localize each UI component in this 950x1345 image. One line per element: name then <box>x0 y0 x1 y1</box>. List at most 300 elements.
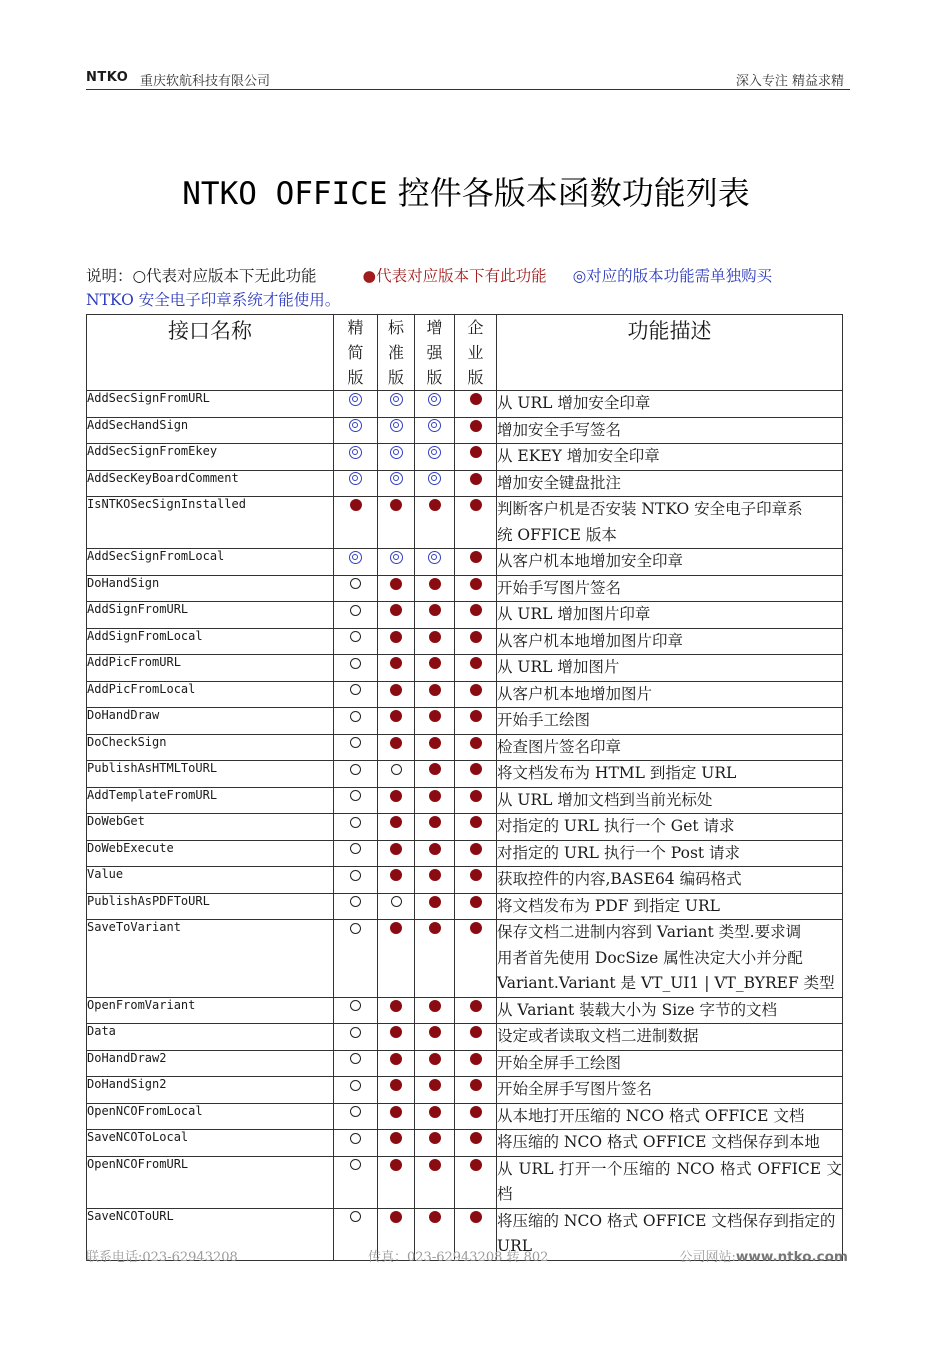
mark-cell-enterprise <box>455 602 497 629</box>
filled-circle-icon <box>429 896 441 908</box>
description-line: 开始全屏手写图片签名 <box>497 1080 653 1098</box>
mark-cell-enhanced <box>415 602 455 629</box>
mark-cell-standard <box>378 893 415 920</box>
description-line: 从 URL 增加图片 <box>497 658 620 676</box>
filled-circle-icon <box>429 843 441 855</box>
double-circle-icon <box>428 551 441 564</box>
filled-circle-icon <box>429 790 441 802</box>
filled-circle-icon <box>470 684 482 696</box>
table-row <box>87 867 843 894</box>
header-slogan: 深入专注 精益求精 <box>735 74 844 89</box>
table-row <box>87 681 843 708</box>
filled-circle-icon <box>390 737 402 749</box>
filled-circle-icon <box>470 790 482 802</box>
double-circle-icon <box>428 419 441 432</box>
hollow-circle-icon <box>350 1159 361 1170</box>
filled-circle-icon <box>470 604 482 616</box>
mark-cell-enterprise <box>455 840 497 867</box>
table-header-row <box>87 315 843 391</box>
description-line: 将压缩的 NCO 格式 OFFICE 文档保存到本地 <box>497 1133 820 1151</box>
function-name-cell: AddSecSignFromURL <box>87 391 334 418</box>
function-description-cell <box>497 734 843 761</box>
filled-circle-icon <box>390 710 402 722</box>
hollow-circle-icon <box>350 1053 361 1064</box>
filled-circle-icon <box>390 657 402 669</box>
filled-circle-icon <box>390 1000 402 1012</box>
mark-cell-lite <box>334 761 378 788</box>
header-description: 功能描述 <box>497 315 843 391</box>
filled-circle-icon <box>429 631 441 643</box>
filled-circle-icon <box>390 1211 402 1223</box>
hollow-circle-icon <box>391 764 402 775</box>
filled-circle-icon <box>429 1106 441 1118</box>
description-line: 从 Variant 装载大小为 Size 字节的文档 <box>497 1000 777 1019</box>
mark-cell-enhanced <box>415 391 455 418</box>
description-line: 从 URL 增加文档到当前光标处 <box>497 790 713 809</box>
mark-cell-enterprise <box>455 1024 497 1051</box>
mark-cell-enhanced <box>415 893 455 920</box>
filled-circle-icon <box>390 604 402 616</box>
function-name-cell: AddSecSignFromEkey <box>87 444 334 471</box>
filled-circle-icon <box>470 1026 482 1038</box>
function-description-cell <box>497 1024 843 1051</box>
description-line: 统 OFFICE 版本 <box>497 525 617 544</box>
function-name-cell: DoHandSign2 <box>87 1077 334 1104</box>
mark-cell-enterprise <box>455 681 497 708</box>
mark-cell-enhanced <box>415 867 455 894</box>
description-line: 判断客户机是否安装 NTKO 安全电子印章系 <box>497 500 803 518</box>
mark-cell-enterprise <box>455 893 497 920</box>
filled-circle-icon <box>429 816 441 828</box>
function-description-cell <box>497 787 843 814</box>
function-description-cell <box>497 867 843 894</box>
mark-cell-lite <box>334 893 378 920</box>
filled-circle-icon <box>470 710 482 722</box>
filled-circle-icon <box>390 843 402 855</box>
function-description-cell <box>497 1130 843 1157</box>
hollow-circle-icon <box>350 578 361 589</box>
mark-cell-lite <box>334 734 378 761</box>
description-line: 将压缩的 NCO 格式 OFFICE 文档保存到指定的 <box>497 1211 836 1230</box>
filled-circle-icon <box>429 657 441 669</box>
hollow-circle-icon <box>350 631 361 642</box>
description-line: 从 EKEY 增加安全印章 <box>497 447 660 465</box>
mark-cell-enterprise <box>455 920 497 998</box>
description-line: 设定或者读取文档二进制数据 <box>497 1027 699 1045</box>
mark-cell-lite <box>334 549 378 576</box>
function-name-cell: AddSignFromLocal <box>87 628 334 655</box>
filled-circle-icon <box>429 499 441 511</box>
mark-cell-lite <box>334 787 378 814</box>
mark-cell-enhanced <box>415 920 455 998</box>
function-name-cell: PublishAsHTMLToURL <box>87 761 334 788</box>
filled-circle-icon <box>390 816 402 828</box>
footer-website <box>680 1246 849 1265</box>
function-description-cell <box>497 628 843 655</box>
mark-cell-enterprise <box>455 734 497 761</box>
mark-cell-enhanced <box>415 814 455 841</box>
mark-cell-enterprise <box>455 628 497 655</box>
brand-logo-text: NTKO <box>86 70 129 85</box>
function-name-cell: OpenNCOFromLocal <box>87 1103 334 1130</box>
mark-cell-lite <box>334 1130 378 1157</box>
function-name-cell: AddSignFromURL <box>87 602 334 629</box>
mark-cell-standard <box>378 1103 415 1130</box>
mark-cell-enhanced <box>415 444 455 471</box>
double-circle-icon <box>428 472 441 485</box>
mark-cell-enhanced <box>415 1077 455 1104</box>
hollow-circle-icon <box>350 605 361 616</box>
function-description-cell <box>497 893 843 920</box>
mark-cell-lite <box>334 708 378 735</box>
mark-cell-enhanced <box>415 470 455 497</box>
filled-circle-icon <box>429 737 441 749</box>
filled-circle-icon <box>470 1132 482 1144</box>
table-row <box>87 893 843 920</box>
description-line: 对指定的 URL 执行一个 Post 请求 <box>497 843 741 862</box>
function-name-cell: DoHandDraw2 <box>87 1050 334 1077</box>
filled-circle-icon <box>470 1211 482 1223</box>
filled-circle-icon <box>470 1079 482 1091</box>
hollow-circle-icon <box>350 870 361 881</box>
description-line: 从 URL 增加安全印章 <box>497 394 651 412</box>
mark-cell-standard <box>378 1156 415 1208</box>
description-line: 开始手写图片签名 <box>497 578 622 597</box>
function-name-cell: DoWebGet <box>87 814 334 841</box>
double-circle-icon <box>349 551 362 564</box>
double-circle-icon <box>349 446 362 459</box>
mark-cell-lite <box>334 1156 378 1208</box>
double-circle-icon <box>390 472 403 485</box>
mark-cell-lite <box>334 444 378 471</box>
filled-circle-icon <box>429 684 441 696</box>
mark-cell-standard <box>378 997 415 1024</box>
mark-cell-enhanced <box>415 840 455 867</box>
hollow-circle-icon <box>350 1027 361 1038</box>
mark-cell-enhanced <box>415 734 455 761</box>
filled-circle-icon <box>470 922 482 934</box>
mark-cell-enterprise <box>455 708 497 735</box>
mark-cell-standard <box>378 1050 415 1077</box>
function-name-cell: DoWebExecute <box>87 840 334 867</box>
table-row <box>87 1130 843 1157</box>
filled-circle-icon <box>429 1026 441 1038</box>
description-line: 开始手工绘图 <box>497 711 591 729</box>
mark-cell-standard <box>378 628 415 655</box>
hollow-circle-icon <box>391 896 402 907</box>
function-name-cell: IsNTKOSecSignInstalled <box>87 497 334 549</box>
function-description-cell <box>497 470 843 497</box>
description-line: 从客户机本地增加图片 <box>497 684 653 703</box>
function-description-cell <box>497 1050 843 1077</box>
hollow-circle-icon <box>350 896 361 907</box>
footer-website-url: www.ntko.com <box>735 1249 848 1265</box>
function-name-cell: AddPicFromLocal <box>87 681 334 708</box>
mark-cell-standard <box>378 761 415 788</box>
header-standard-edition: 标 准 版 <box>378 315 415 391</box>
function-name-cell: AddPicFromURL <box>87 655 334 682</box>
filled-circle-icon <box>429 604 441 616</box>
filled-circle-icon <box>470 816 482 828</box>
mark-cell-enterprise <box>455 1050 497 1077</box>
hollow-circle-icon <box>350 1106 361 1117</box>
filled-circle-icon <box>390 1079 402 1091</box>
function-name-cell: SaveToVariant <box>87 920 334 998</box>
description-line: 增加安全手写签名 <box>497 420 622 439</box>
mark-cell-enterprise <box>455 655 497 682</box>
mark-cell-enterprise <box>455 417 497 444</box>
table-row <box>87 1024 843 1051</box>
mark-cell-enterprise <box>455 1077 497 1104</box>
filled-circle-icon <box>470 473 482 485</box>
hollow-circle-icon <box>350 790 361 801</box>
description-line: 从本地打开压缩的 NCO 格式 OFFICE 文档 <box>497 1106 805 1125</box>
description-line: 将文档发布为 HTML 到指定 URL <box>497 764 737 782</box>
legend-prefix: 说明： <box>86 267 133 285</box>
description-line: 对指定的 URL 执行一个 Get 请求 <box>497 817 735 835</box>
function-description-cell <box>497 1103 843 1130</box>
mark-cell-lite <box>334 1050 378 1077</box>
filled-circle-icon <box>390 499 402 511</box>
filled-circle-icon <box>390 790 402 802</box>
mark-cell-enterprise <box>455 575 497 602</box>
mark-cell-enhanced <box>415 1130 455 1157</box>
table-row <box>87 417 843 444</box>
mark-cell-enterprise <box>455 814 497 841</box>
mark-cell-standard <box>378 867 415 894</box>
filled-circle-icon <box>470 1159 482 1171</box>
mark-cell-standard <box>378 814 415 841</box>
mark-cell-enterprise <box>455 1130 497 1157</box>
function-name-cell: Value <box>87 867 334 894</box>
description-line: 从 URL 增加图片印章 <box>497 605 651 623</box>
mark-cell-lite <box>334 602 378 629</box>
mark-cell-lite <box>334 470 378 497</box>
hollow-circle-icon <box>350 1211 361 1222</box>
header-enhanced-edition: 增 强 版 <box>415 315 455 391</box>
mark-cell-standard <box>378 1130 415 1157</box>
filled-circle-icon <box>470 1106 482 1118</box>
function-description-cell <box>497 840 843 867</box>
function-name-cell: OpenFromVariant <box>87 997 334 1024</box>
function-name-cell: AddSecKeyBoardComment <box>87 470 334 497</box>
mark-cell-standard <box>378 708 415 735</box>
mark-cell-enterprise <box>455 867 497 894</box>
mark-cell-lite <box>334 997 378 1024</box>
function-description-cell <box>497 575 843 602</box>
mark-cell-lite <box>334 417 378 444</box>
function-description-cell <box>497 549 843 576</box>
mark-cell-enhanced <box>415 655 455 682</box>
function-description-cell <box>497 655 843 682</box>
filled-circle-icon <box>350 499 362 511</box>
mark-cell-enhanced <box>415 681 455 708</box>
double-circle-icon <box>349 472 362 485</box>
function-description-cell <box>497 444 843 471</box>
hollow-circle-icon <box>350 711 361 722</box>
filled-circle-icon <box>429 1211 441 1223</box>
filled-circle-icon <box>470 737 482 749</box>
mark-cell-lite <box>334 867 378 894</box>
filled-circle-icon <box>470 393 482 405</box>
filled-circle-icon <box>429 1053 441 1065</box>
double-circle-icon <box>428 446 441 459</box>
mark-cell-standard <box>378 602 415 629</box>
legend <box>86 264 856 312</box>
header-lite-edition: 精 简 版 <box>334 315 378 391</box>
filled-circle-icon <box>390 578 402 590</box>
mark-cell-standard <box>378 549 415 576</box>
filled-circle-icon <box>429 1132 441 1144</box>
mark-cell-enterprise <box>455 470 497 497</box>
description-line: 检查图片签名印章 <box>497 737 622 756</box>
mark-cell-enterprise <box>455 761 497 788</box>
mark-cell-lite <box>334 840 378 867</box>
filled-circle-icon <box>390 631 402 643</box>
mark-cell-standard <box>378 497 415 549</box>
mark-cell-enhanced <box>415 787 455 814</box>
hollow-circle-icon <box>350 817 361 828</box>
function-name-cell: AddTemplateFromURL <box>87 787 334 814</box>
table-row <box>87 549 843 576</box>
description-line: 增加安全键盘批注 <box>497 473 622 492</box>
filled-circle-icon <box>390 1159 402 1171</box>
page-header <box>86 68 850 90</box>
hollow-circle-icon <box>350 1080 361 1091</box>
function-description-cell <box>497 497 843 549</box>
double-circle-icon <box>428 393 441 406</box>
legend-none: ○代表对应版本下无此功能 <box>132 267 317 285</box>
mark-cell-enterprise <box>455 997 497 1024</box>
table-row <box>87 655 843 682</box>
filled-circle-icon <box>429 763 441 775</box>
filled-circle-icon <box>390 922 402 934</box>
mark-cell-standard <box>378 575 415 602</box>
filled-circle-icon <box>429 869 441 881</box>
table-row <box>87 575 843 602</box>
header-enterprise-edition: 企 业 版 <box>455 315 497 391</box>
mark-cell-standard <box>378 734 415 761</box>
mark-cell-lite <box>334 575 378 602</box>
mark-cell-lite <box>334 628 378 655</box>
description-line: Variant.Variant 是 VT_UI1 | VT_BYREF 类型 <box>497 974 835 992</box>
filled-circle-icon <box>429 1079 441 1091</box>
filled-circle-icon <box>470 631 482 643</box>
hollow-circle-icon <box>350 923 361 934</box>
function-description-cell <box>497 761 843 788</box>
hollow-circle-icon <box>350 764 361 775</box>
function-description-cell <box>497 920 843 998</box>
description-line: 获取控件的内容,BASE64 编码格式 <box>497 870 742 888</box>
filled-circle-icon <box>470 1000 482 1012</box>
mark-cell-standard <box>378 417 415 444</box>
mark-cell-enhanced <box>415 761 455 788</box>
mark-cell-enhanced <box>415 1024 455 1051</box>
double-circle-icon <box>390 551 403 564</box>
table-row <box>87 734 843 761</box>
table-row <box>87 1156 843 1208</box>
mark-cell-enhanced <box>415 417 455 444</box>
function-name-cell: DoHandSign <box>87 575 334 602</box>
double-circle-icon <box>349 419 362 432</box>
table-row <box>87 708 843 735</box>
mark-cell-enterprise <box>455 444 497 471</box>
mark-cell-enhanced <box>415 1156 455 1208</box>
description-line: 从客户机本地增加安全印章 <box>497 552 684 570</box>
hollow-circle-icon <box>350 1133 361 1144</box>
function-description-cell <box>497 997 843 1024</box>
page-title <box>0 168 932 214</box>
filled-circle-icon <box>470 843 482 855</box>
function-description-cell <box>497 391 843 418</box>
filled-circle-icon <box>470 551 482 563</box>
mark-cell-enterprise <box>455 1156 497 1208</box>
table-row <box>87 602 843 629</box>
legend-buy-continued: NTKO 安全电子印章系统才能使用。 <box>86 291 341 309</box>
hollow-circle-icon <box>350 684 361 695</box>
table-row <box>87 997 843 1024</box>
filled-circle-icon <box>470 420 482 432</box>
filled-circle-icon <box>390 1026 402 1038</box>
function-name-cell: DoHandDraw <box>87 708 334 735</box>
function-description-cell <box>497 681 843 708</box>
mark-cell-enterprise <box>455 391 497 418</box>
double-circle-icon <box>390 419 403 432</box>
description-line: 将文档发布为 PDF 到指定 URL <box>497 896 720 915</box>
function-name-cell: OpenNCOFromURL <box>87 1156 334 1208</box>
filled-circle-icon <box>429 1000 441 1012</box>
description-line: 用者首先使用 DocSize 属性决定大小并分配 <box>497 948 803 967</box>
filled-circle-icon <box>390 1053 402 1065</box>
function-description-cell <box>497 417 843 444</box>
table-row <box>87 497 843 549</box>
table-row <box>87 761 843 788</box>
function-name-cell: DoCheckSign <box>87 734 334 761</box>
table-row <box>87 1103 843 1130</box>
mark-cell-standard <box>378 920 415 998</box>
description-line: URL <box>497 1237 533 1255</box>
double-circle-icon <box>349 393 362 406</box>
table-row <box>87 814 843 841</box>
mark-cell-standard <box>378 1077 415 1104</box>
page-title-text: 控件各版本函数功能列表 <box>387 174 750 212</box>
hollow-circle-icon <box>350 658 361 669</box>
mark-cell-enhanced <box>415 1103 455 1130</box>
mark-cell-lite <box>334 655 378 682</box>
filled-circle-icon <box>470 763 482 775</box>
table-row <box>87 628 843 655</box>
mark-cell-lite <box>334 814 378 841</box>
mark-cell-enhanced <box>415 997 455 1024</box>
function-description-cell <box>497 708 843 735</box>
table-row <box>87 1077 843 1104</box>
double-circle-icon <box>390 393 403 406</box>
function-name-cell: PublishAsPDFToURL <box>87 893 334 920</box>
mark-cell-lite <box>334 920 378 998</box>
mark-cell-standard <box>378 470 415 497</box>
table-row <box>87 920 843 998</box>
table-row <box>87 470 843 497</box>
filled-circle-icon <box>390 1106 402 1118</box>
table-row <box>87 444 843 471</box>
mark-cell-standard <box>378 1024 415 1051</box>
description-line: 从客户机本地增加图片印章 <box>497 631 684 650</box>
function-name-cell: SaveNCOToURL <box>87 1208 334 1260</box>
mark-cell-enterprise <box>455 549 497 576</box>
header-interface-name: 接口名称 <box>87 315 334 391</box>
filled-circle-icon <box>470 499 482 511</box>
mark-cell-lite <box>334 1103 378 1130</box>
